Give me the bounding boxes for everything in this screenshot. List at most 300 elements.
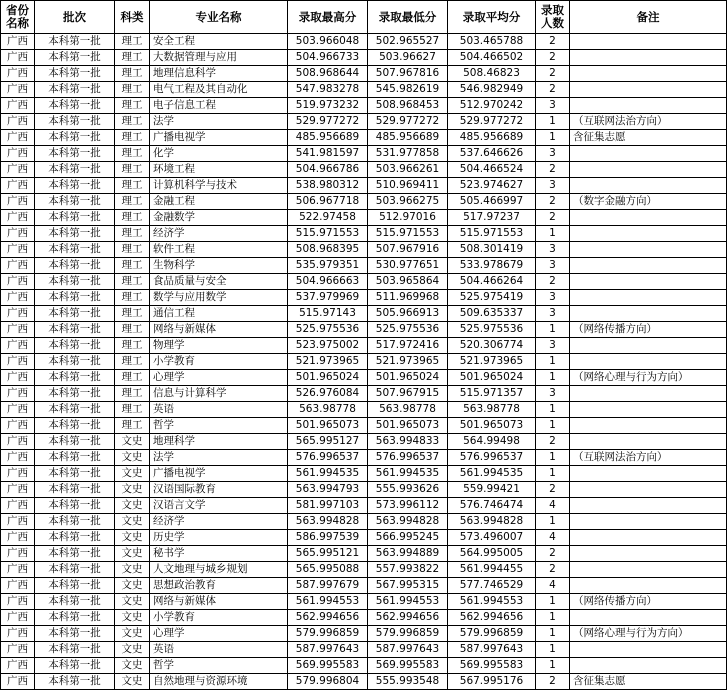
cell-province: 广西	[1, 274, 35, 290]
header-max-score: 录取最高分	[288, 1, 368, 34]
cell-remark	[570, 482, 727, 498]
cell-major: 环境工程	[150, 162, 288, 178]
table-row	[1, 466, 727, 482]
cell-count: 3	[536, 338, 570, 354]
cell-avg-score: 515.971553	[448, 226, 536, 242]
cell-remark	[570, 242, 727, 258]
cell-major: 计算机科学与技术	[150, 178, 288, 194]
cell-avg-score: 576.746474	[448, 498, 536, 514]
cell-category: 文史	[115, 498, 150, 514]
cell-min-score: 579.996859	[368, 626, 448, 642]
cell-remark: （互联网法治方向）	[570, 450, 727, 466]
cell-batch: 本科第一批	[35, 466, 115, 482]
cell-batch: 本科第一批	[35, 194, 115, 210]
cell-count: 1	[536, 322, 570, 338]
cell-major: 经济学	[150, 514, 288, 530]
cell-count: 1	[536, 370, 570, 386]
cell-count: 1	[536, 402, 570, 418]
cell-max-score: 565.995088	[288, 562, 368, 578]
cell-max-score: 547.983278	[288, 82, 368, 98]
cell-count: 3	[536, 290, 570, 306]
cell-major: 信息与计算科学	[150, 386, 288, 402]
cell-min-score: 561.994553	[368, 594, 448, 610]
cell-category: 理工	[115, 194, 150, 210]
cell-major: 哲学	[150, 418, 288, 434]
cell-avg-score: 504.466264	[448, 274, 536, 290]
cell-min-score: 529.977272	[368, 114, 448, 130]
cell-max-score: 504.966733	[288, 50, 368, 66]
table-row	[1, 162, 727, 178]
cell-category: 理工	[115, 146, 150, 162]
cell-category: 理工	[115, 34, 150, 50]
cell-max-score: 501.965024	[288, 370, 368, 386]
cell-min-score: 531.977858	[368, 146, 448, 162]
cell-province: 广西	[1, 242, 35, 258]
cell-province: 广西	[1, 226, 35, 242]
cell-remark	[570, 514, 727, 530]
cell-remark	[570, 386, 727, 402]
cell-batch: 本科第一批	[35, 258, 115, 274]
table-row	[1, 482, 727, 498]
cell-max-score: 519.973232	[288, 98, 368, 114]
cell-category: 文史	[115, 674, 150, 690]
cell-avg-score: 529.977272	[448, 114, 536, 130]
cell-major: 汉语国际教育	[150, 482, 288, 498]
table-row	[1, 66, 727, 82]
cell-avg-score: 569.995583	[448, 658, 536, 674]
cell-major: 哲学	[150, 658, 288, 674]
cell-category: 理工	[115, 386, 150, 402]
table-row	[1, 114, 727, 130]
cell-category: 文史	[115, 530, 150, 546]
cell-province: 广西	[1, 610, 35, 626]
cell-max-score: 579.996804	[288, 674, 368, 690]
cell-major: 金融数学	[150, 210, 288, 226]
cell-province: 广西	[1, 514, 35, 530]
cell-province: 广西	[1, 466, 35, 482]
cell-max-score: 508.968644	[288, 66, 368, 82]
cell-major: 物理学	[150, 338, 288, 354]
cell-count: 1	[536, 658, 570, 674]
cell-remark	[570, 546, 727, 562]
cell-avg-score: 573.496007	[448, 530, 536, 546]
cell-province: 广西	[1, 162, 35, 178]
cell-batch: 本科第一批	[35, 386, 115, 402]
cell-province: 广西	[1, 418, 35, 434]
cell-count: 1	[536, 130, 570, 146]
table-row	[1, 194, 727, 210]
cell-major: 软件工程	[150, 242, 288, 258]
cell-province: 广西	[1, 210, 35, 226]
cell-min-score: 507.967816	[368, 66, 448, 82]
cell-min-score: 530.977651	[368, 258, 448, 274]
cell-province: 广西	[1, 322, 35, 338]
cell-remark	[570, 178, 727, 194]
cell-avg-score: 515.971357	[448, 386, 536, 402]
cell-min-score: 563.994833	[368, 434, 448, 450]
cell-min-score: 563.994828	[368, 514, 448, 530]
cell-count: 2	[536, 434, 570, 450]
table-row	[1, 146, 727, 162]
cell-min-score: 567.995315	[368, 578, 448, 594]
cell-batch: 本科第一批	[35, 610, 115, 626]
table-row	[1, 274, 727, 290]
cell-batch: 本科第一批	[35, 338, 115, 354]
cell-province: 广西	[1, 658, 35, 674]
cell-avg-score: 521.973965	[448, 354, 536, 370]
cell-count: 2	[536, 562, 570, 578]
cell-remark	[570, 210, 727, 226]
table-row	[1, 354, 727, 370]
cell-major: 通信工程	[150, 306, 288, 322]
cell-batch: 本科第一批	[35, 562, 115, 578]
table-row	[1, 338, 727, 354]
header-remark: 备注	[570, 1, 727, 34]
table-row	[1, 450, 727, 466]
cell-category: 文史	[115, 658, 150, 674]
cell-min-score: 557.993822	[368, 562, 448, 578]
cell-batch: 本科第一批	[35, 370, 115, 386]
cell-max-score: 563.994828	[288, 514, 368, 530]
cell-category: 理工	[115, 418, 150, 434]
cell-batch: 本科第一批	[35, 546, 115, 562]
cell-batch: 本科第一批	[35, 530, 115, 546]
cell-major: 历史学	[150, 530, 288, 546]
cell-min-score: 505.966913	[368, 306, 448, 322]
cell-avg-score: 512.970242	[448, 98, 536, 114]
cell-major: 自然地理与资源环境	[150, 674, 288, 690]
cell-count: 1	[536, 642, 570, 658]
cell-count: 3	[536, 146, 570, 162]
cell-category: 理工	[115, 50, 150, 66]
cell-batch: 本科第一批	[35, 274, 115, 290]
cell-remark	[570, 402, 727, 418]
table-row	[1, 370, 727, 386]
cell-avg-score: 564.995005	[448, 546, 536, 562]
cell-major: 法学	[150, 450, 288, 466]
table-row	[1, 386, 727, 402]
table-row	[1, 578, 727, 594]
table-row	[1, 434, 727, 450]
cell-avg-score: 564.99498	[448, 434, 536, 450]
cell-category: 文史	[115, 642, 150, 658]
cell-province: 广西	[1, 306, 35, 322]
cell-province: 广西	[1, 66, 35, 82]
cell-batch: 本科第一批	[35, 162, 115, 178]
cell-batch: 本科第一批	[35, 306, 115, 322]
table-row	[1, 642, 727, 658]
table-row	[1, 674, 727, 690]
cell-remark	[570, 562, 727, 578]
cell-category: 文史	[115, 514, 150, 530]
cell-remark: （网络心理与行为方向）	[570, 370, 727, 386]
cell-province: 广西	[1, 146, 35, 162]
cell-category: 理工	[115, 402, 150, 418]
cell-batch: 本科第一批	[35, 146, 115, 162]
cell-category: 文史	[115, 578, 150, 594]
cell-max-score: 565.995127	[288, 434, 368, 450]
cell-category: 文史	[115, 594, 150, 610]
cell-batch: 本科第一批	[35, 578, 115, 594]
cell-major: 经济学	[150, 226, 288, 242]
cell-major: 汉语言文学	[150, 498, 288, 514]
cell-min-score: 561.994535	[368, 466, 448, 482]
cell-min-score: 569.995583	[368, 658, 448, 674]
cell-category: 理工	[115, 274, 150, 290]
cell-batch: 本科第一批	[35, 130, 115, 146]
cell-avg-score: 523.974627	[448, 178, 536, 194]
cell-min-score: 563.98778	[368, 402, 448, 418]
cell-max-score: 521.973965	[288, 354, 368, 370]
cell-province: 广西	[1, 498, 35, 514]
cell-major: 人文地理与城乡规划	[150, 562, 288, 578]
cell-count: 3	[536, 242, 570, 258]
cell-min-score: 555.993626	[368, 482, 448, 498]
cell-province: 广西	[1, 578, 35, 594]
cell-province: 广西	[1, 674, 35, 690]
cell-province: 广西	[1, 594, 35, 610]
cell-max-score: 503.966048	[288, 34, 368, 50]
cell-category: 理工	[115, 242, 150, 258]
cell-avg-score: 508.46823	[448, 66, 536, 82]
cell-max-score: 504.966663	[288, 274, 368, 290]
cell-avg-score: 520.306774	[448, 338, 536, 354]
cell-avg-score: 561.994455	[448, 562, 536, 578]
cell-remark	[570, 642, 727, 658]
cell-count: 3	[536, 178, 570, 194]
cell-batch: 本科第一批	[35, 210, 115, 226]
cell-avg-score: 563.98778	[448, 402, 536, 418]
cell-min-score: 510.969411	[368, 178, 448, 194]
table-row	[1, 98, 727, 114]
cell-remark: （网络传播方向）	[570, 322, 727, 338]
cell-min-score: 503.965864	[368, 274, 448, 290]
cell-major: 安全工程	[150, 34, 288, 50]
cell-category: 理工	[115, 210, 150, 226]
cell-min-score: 517.972416	[368, 338, 448, 354]
cell-remark	[570, 82, 727, 98]
cell-major: 心理学	[150, 626, 288, 642]
cell-remark	[570, 290, 727, 306]
cell-province: 广西	[1, 114, 35, 130]
cell-avg-score: 546.982949	[448, 82, 536, 98]
header-province: 省份名称	[1, 1, 35, 34]
cell-max-score: 526.976084	[288, 386, 368, 402]
cell-max-score: 535.979351	[288, 258, 368, 274]
cell-min-score: 576.996537	[368, 450, 448, 466]
cell-remark: （网络传播方向）	[570, 594, 727, 610]
cell-count: 1	[536, 418, 570, 434]
cell-category: 理工	[115, 290, 150, 306]
cell-count: 1	[536, 450, 570, 466]
cell-batch: 本科第一批	[35, 354, 115, 370]
cell-max-score: 561.994535	[288, 466, 368, 482]
cell-max-score: 537.979969	[288, 290, 368, 306]
cell-batch: 本科第一批	[35, 34, 115, 50]
table-row	[1, 322, 727, 338]
cell-batch: 本科第一批	[35, 178, 115, 194]
cell-remark	[570, 226, 727, 242]
cell-min-score: 507.967915	[368, 386, 448, 402]
cell-province: 广西	[1, 290, 35, 306]
cell-count: 3	[536, 258, 570, 274]
cell-avg-score: 576.996537	[448, 450, 536, 466]
cell-category: 文史	[115, 626, 150, 642]
cell-remark	[570, 466, 727, 482]
cell-major: 小学教育	[150, 610, 288, 626]
table-row	[1, 610, 727, 626]
cell-batch: 本科第一批	[35, 642, 115, 658]
cell-batch: 本科第一批	[35, 82, 115, 98]
cell-count: 3	[536, 306, 570, 322]
cell-min-score: 502.965527	[368, 34, 448, 50]
cell-batch: 本科第一批	[35, 450, 115, 466]
cell-max-score: 563.98778	[288, 402, 368, 418]
cell-count: 2	[536, 194, 570, 210]
cell-major: 广播电视学	[150, 466, 288, 482]
cell-batch: 本科第一批	[35, 434, 115, 450]
cell-count: 4	[536, 498, 570, 514]
cell-batch: 本科第一批	[35, 98, 115, 114]
cell-count: 1	[536, 594, 570, 610]
cell-avg-score: 537.646626	[448, 146, 536, 162]
cell-remark	[570, 530, 727, 546]
cell-province: 广西	[1, 434, 35, 450]
cell-remark	[570, 50, 727, 66]
table-row	[1, 594, 727, 610]
cell-category: 理工	[115, 338, 150, 354]
cell-max-score: 576.996537	[288, 450, 368, 466]
header-category: 科类	[115, 1, 150, 34]
cell-remark	[570, 274, 727, 290]
cell-province: 广西	[1, 130, 35, 146]
cell-major: 金融工程	[150, 194, 288, 210]
cell-batch: 本科第一批	[35, 290, 115, 306]
cell-avg-score: 501.965073	[448, 418, 536, 434]
table-row	[1, 258, 727, 274]
cell-min-score: 525.975536	[368, 322, 448, 338]
cell-major: 英语	[150, 402, 288, 418]
cell-province: 广西	[1, 98, 35, 114]
cell-major: 思想政治教育	[150, 578, 288, 594]
cell-remark	[570, 306, 727, 322]
cell-avg-score: 562.994656	[448, 610, 536, 626]
table-row	[1, 498, 727, 514]
cell-province: 广西	[1, 546, 35, 562]
table-row	[1, 242, 727, 258]
cell-remark	[570, 162, 727, 178]
cell-province: 广西	[1, 178, 35, 194]
cell-avg-score: 559.99421	[448, 482, 536, 498]
cell-max-score: 522.97458	[288, 210, 368, 226]
cell-category: 文史	[115, 434, 150, 450]
cell-major: 小学教育	[150, 354, 288, 370]
cell-major: 电子信息工程	[150, 98, 288, 114]
cell-remark	[570, 418, 727, 434]
cell-count: 1	[536, 466, 570, 482]
cell-count: 3	[536, 98, 570, 114]
cell-count: 1	[536, 514, 570, 530]
cell-major: 数学与应用数学	[150, 290, 288, 306]
cell-max-score: 525.975536	[288, 322, 368, 338]
cell-min-score: 562.994656	[368, 610, 448, 626]
cell-major: 广播电视学	[150, 130, 288, 146]
cell-max-score: 561.994553	[288, 594, 368, 610]
cell-remark	[570, 258, 727, 274]
cell-major: 生物科学	[150, 258, 288, 274]
cell-remark	[570, 434, 727, 450]
cell-max-score: 579.996859	[288, 626, 368, 642]
cell-max-score: 515.971553	[288, 226, 368, 242]
cell-batch: 本科第一批	[35, 226, 115, 242]
cell-max-score: 506.967718	[288, 194, 368, 210]
cell-remark: 含征集志愿	[570, 130, 727, 146]
table-row	[1, 178, 727, 194]
cell-remark	[570, 34, 727, 50]
cell-count: 4	[536, 530, 570, 546]
cell-category: 理工	[115, 322, 150, 338]
cell-count: 2	[536, 50, 570, 66]
header-row	[1, 1, 727, 34]
table-row	[1, 514, 727, 530]
cell-min-score: 555.993548	[368, 674, 448, 690]
table-row	[1, 34, 727, 50]
cell-max-score: 529.977272	[288, 114, 368, 130]
cell-category: 理工	[115, 66, 150, 82]
cell-category: 理工	[115, 354, 150, 370]
cell-max-score: 587.997643	[288, 642, 368, 658]
cell-max-score: 501.965073	[288, 418, 368, 434]
cell-remark: （互联网法治方向）	[570, 114, 727, 130]
cell-count: 1	[536, 114, 570, 130]
cell-remark	[570, 498, 727, 514]
cell-remark: （数字金融方向）	[570, 194, 727, 210]
cell-min-score: 573.996112	[368, 498, 448, 514]
cell-province: 广西	[1, 562, 35, 578]
cell-province: 广西	[1, 34, 35, 50]
header-batch: 批次	[35, 1, 115, 34]
cell-remark	[570, 98, 727, 114]
cell-category: 理工	[115, 114, 150, 130]
cell-max-score: 515.97143	[288, 306, 368, 322]
cell-major: 食品质量与安全	[150, 274, 288, 290]
cell-min-score: 512.97016	[368, 210, 448, 226]
cell-province: 广西	[1, 450, 35, 466]
cell-category: 理工	[115, 258, 150, 274]
cell-province: 广西	[1, 50, 35, 66]
cell-category: 文史	[115, 466, 150, 482]
cell-remark	[570, 658, 727, 674]
cell-max-score: 569.995583	[288, 658, 368, 674]
cell-major: 心理学	[150, 370, 288, 386]
cell-province: 广西	[1, 338, 35, 354]
cell-avg-score: 587.997643	[448, 642, 536, 658]
cell-remark	[570, 354, 727, 370]
table-row	[1, 402, 727, 418]
cell-min-score: 515.971553	[368, 226, 448, 242]
cell-category: 理工	[115, 178, 150, 194]
cell-category: 文史	[115, 546, 150, 562]
cell-count: 1	[536, 354, 570, 370]
cell-count: 2	[536, 674, 570, 690]
cell-major: 网络与新媒体	[150, 322, 288, 338]
cell-batch: 本科第一批	[35, 594, 115, 610]
table-row	[1, 626, 727, 642]
cell-category: 理工	[115, 226, 150, 242]
cell-category: 理工	[115, 98, 150, 114]
cell-min-score: 501.965073	[368, 418, 448, 434]
table-row	[1, 658, 727, 674]
